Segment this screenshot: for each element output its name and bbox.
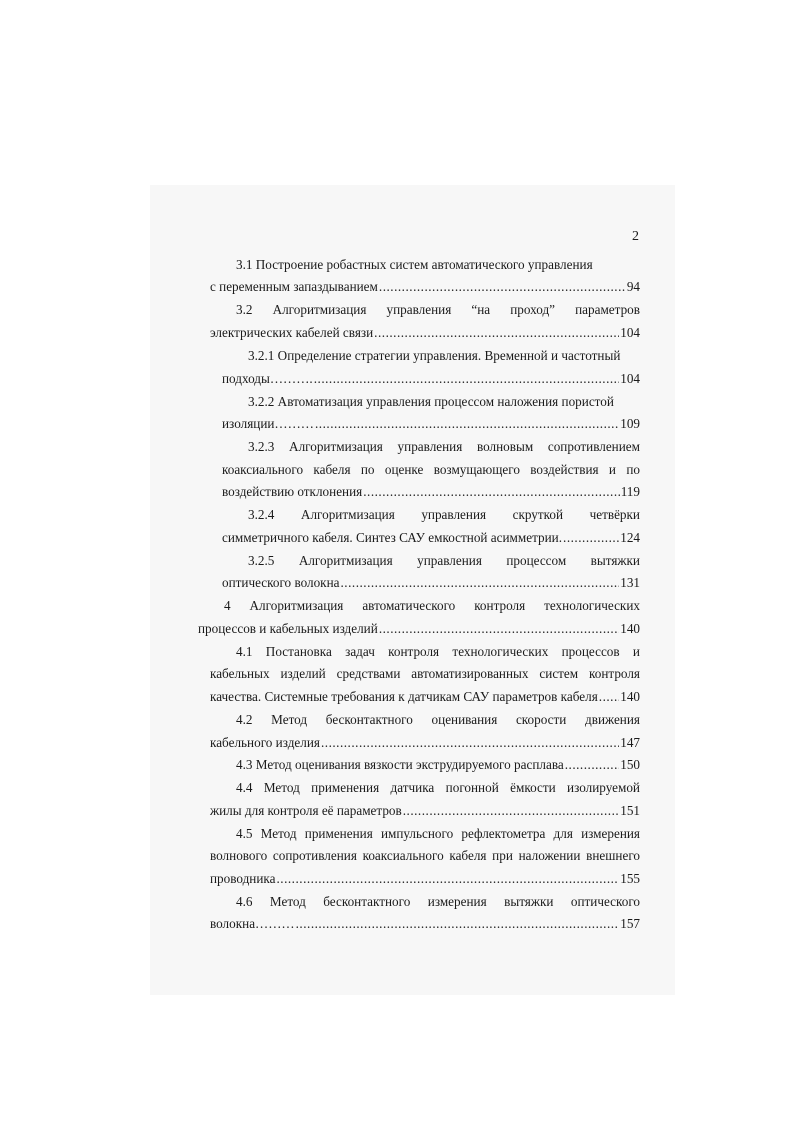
toc-entry-4-1-line1: 4.1 Постановка задач контроля технологических процессов и [236,644,640,659]
leader-dots [379,279,626,295]
toc-entry-3-2-3-line3[interactable] [222,484,640,500]
leader-dots [599,689,619,705]
toc-page: 140 [620,689,640,704]
toc-entry-text: симметричного кабеля. Синтез САУ емкостной асимметрии. [222,530,563,545]
toc-entry-3-2-1-line2[interactable] [222,371,640,387]
toc-entry-4-2-line2[interactable] [210,735,640,751]
toc-entry-text: подходы………. [222,371,313,386]
toc-page: 119 [620,484,640,499]
leader-dots [314,371,620,387]
toc-entry-4-2-line1: 4.2 Метод бесконтактного оценивания скорости движения [236,712,640,727]
toc-entry-text: электрических кабелей связи [210,325,374,340]
leader-dots [363,484,619,500]
leader-dots [276,871,619,887]
toc-entry-3-2-line1: 3.2 Алгоритмизация управления “на проход” параметров [236,302,640,317]
toc-entry-3-1-line2[interactable] [210,279,640,295]
leader-dots [296,916,620,932]
toc-page: 109 [620,416,640,431]
toc-entry-3-2-5-line2[interactable] [222,575,640,591]
toc-entry-4-6-line1: 4.6 Метод бесконтактного измерения вытяжки оптического [236,894,640,909]
leader-dots [374,325,619,341]
leader-dots [321,735,619,751]
leader-dots [341,575,620,591]
toc-page: 124 [620,530,640,545]
toc-entry-text: проводника [210,871,276,886]
toc-entry-4-4-line2[interactable] [210,803,640,819]
toc-page: 157 [620,916,640,931]
toc-entry-3-2-3-line2: коаксиального кабеля по оценке возмущающего воздействия и по [222,462,640,477]
leader-dots [403,803,619,819]
toc-page: 131 [620,575,640,590]
toc-entry-3-1-line1: 3.1 Построение робастных систем автоматического управления [236,257,593,272]
toc-entry-3-2-3-line1: 3.2.3 Алгоритмизация управления волновым сопротивлением [248,439,640,454]
toc-page: 151 [620,803,640,818]
toc-entry-4-5-line1: 4.5 Метод применения импульсного рефлектометра для измерения [236,826,640,841]
toc-entry-4-1-line2: кабельных изделий средствами автоматизированных систем контроля [210,666,640,681]
toc-entry-text: воздействию отклонения [222,484,363,499]
toc-page: 94 [626,279,640,294]
page-number: 2 [632,229,639,244]
toc-entry-3-2-4-line2[interactable] [222,530,640,546]
toc-entry-text: качества. Системные требования к датчикам САУ параметров кабеля [210,689,598,704]
toc-entry-4-4-line1: 4.4 Метод применения датчика погонной ёмкости изолируемой [236,780,640,795]
toc-entry-4-6-line2[interactable] [210,916,640,932]
toc-entry-4-5-line3[interactable] [210,871,640,887]
toc-entry-text: изоляции……… [222,416,314,431]
toc-page: 140 [620,621,640,636]
toc-entry-4-line2[interactable] [198,621,640,637]
toc-entry-3-2-5-line1: 3.2.5 Алгоритмизация управления процессом вытяжки [248,553,640,568]
leader-dots [379,621,619,637]
toc-entry-4-5-line2: волнового сопротивления коаксиального кабеля при наложении внешнего [210,848,640,863]
toc-page: 104 [620,325,640,340]
leader-dots [565,757,619,773]
leader-dots [315,416,619,432]
toc-page: 147 [620,735,640,750]
toc-entry-4-line1: 4 Алгоритмизация автоматического контроля технологических [224,598,640,613]
toc-entry-text: кабельного изделия [210,735,320,750]
toc-entry-4-3-line1[interactable] [236,757,640,773]
toc-entry-text: 4.3 Метод оценивания вязкости экструдируемого расплава [236,757,564,772]
toc-page: 104 [620,371,640,386]
toc-page: 155 [620,871,640,886]
toc-entry-text: волокна……… [210,916,295,931]
toc-entry-text: оптического волокна [222,575,340,590]
toc-entry-text: жилы для контроля её параметров [210,803,402,818]
toc-entry-3-2-line2[interactable] [210,325,640,341]
toc-entry-3-2-4-line1: 3.2.4 Алгоритмизация управления скруткой четвёрки [248,507,640,522]
toc-entry-3-2-2-line1: 3.2.2 Автоматизация управления процессом наложения пористой [248,394,614,409]
leader-dots [563,530,619,546]
toc-entry-text: процессов и кабельных изделий [198,621,378,636]
toc-entry-4-1-line3[interactable] [210,689,640,705]
toc-entry-3-2-1-line1: 3.2.1 Определение стратегии управления. Временной и частотный [248,348,621,363]
toc-entry-text: с переменным запаздыванием [210,279,378,294]
toc-entry-3-2-2-line2[interactable] [222,416,640,432]
toc-page: 150 [620,757,640,772]
